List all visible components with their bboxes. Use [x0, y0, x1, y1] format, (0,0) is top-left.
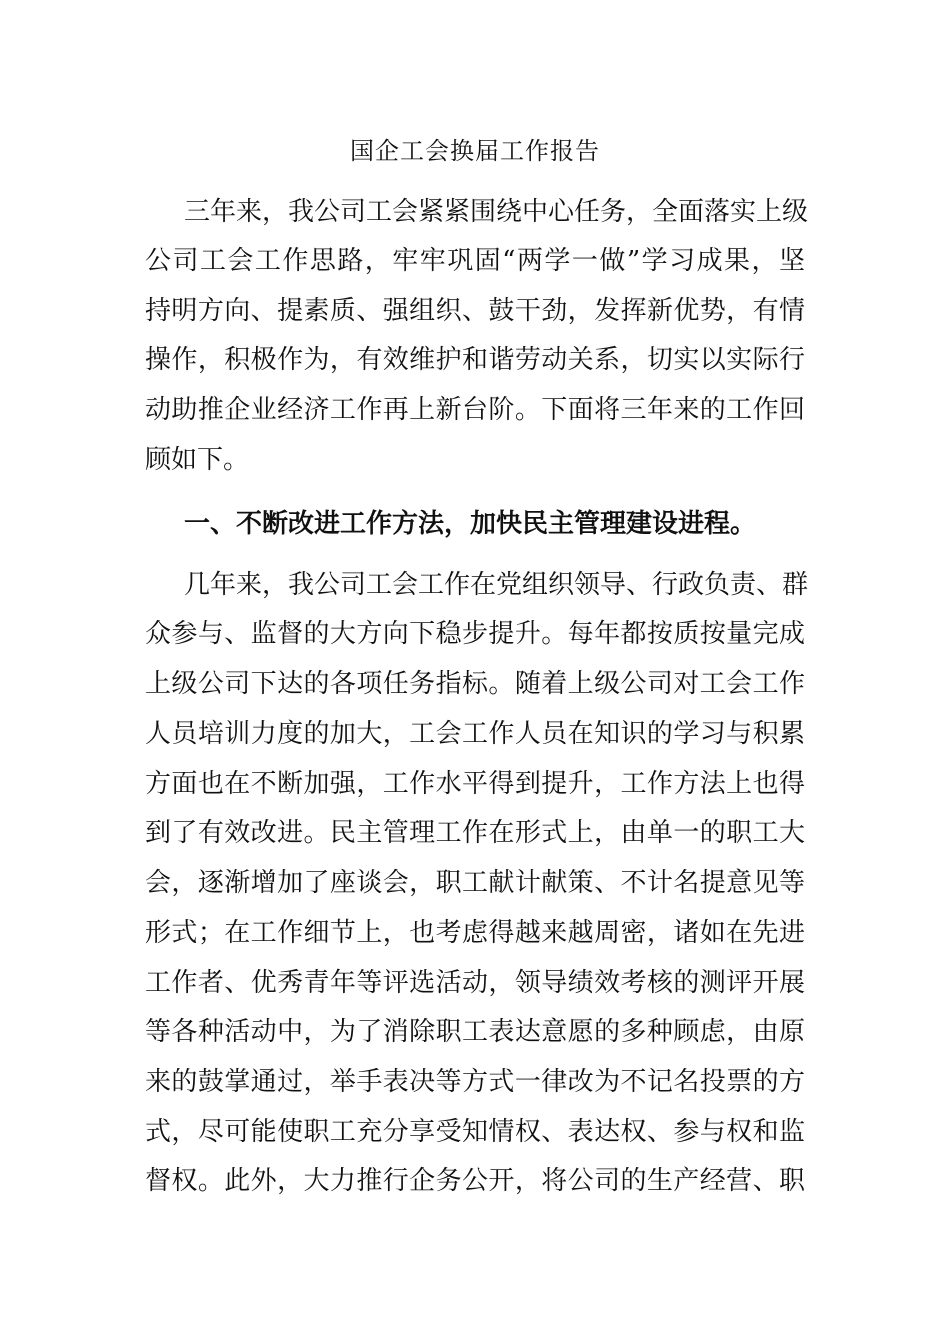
- paragraph-line: 上级公司下达的各项任务指标。随着上级公司对工会工作: [145, 669, 805, 699]
- paragraph-line: 形式；在工作细节上，也考虑得越来越周密，诸如在先进: [145, 918, 805, 948]
- paragraph-line: 等各种活动中，为了消除职工表达意愿的多种顾虑，由原: [145, 1017, 805, 1047]
- paragraph-line: 操作，积极作为，有效维护和谐劳动关系，切实以实际行: [145, 345, 805, 375]
- paragraph-line: 几年来，我公司工会工作在党组织领导、行政负责、群: [184, 570, 809, 600]
- section-heading: 一、不断改进工作方法，加快民主管理建设进程。: [184, 509, 757, 539]
- paragraph-line: 到了有效改进。民主管理工作在形式上，由单一的职工大: [145, 818, 805, 848]
- paragraph-line: 工作者、优秀青年等评选活动，领导绩效考核的测评开展: [145, 968, 805, 998]
- paragraph-line: 人员培训力度的加大，工会工作人员在知识的学习与积累: [145, 719, 805, 749]
- paragraph-line: 来的鼓掌通过，举手表决等方式一律改为不记名投票的方: [145, 1067, 805, 1097]
- paragraph-line: 督权。此外，大力推行企务公开，将公司的生产经营、职: [145, 1166, 805, 1196]
- paragraph-line: 式，尽可能使职工充分享受知情权、表达权、参与权和监: [145, 1117, 805, 1147]
- paragraph-line: 顾如下。: [145, 445, 250, 475]
- paragraph-line: 三年来，我公司工会紧紧围绕中心任务，全面落实上级: [184, 197, 809, 227]
- paragraph-line: 持明方向、提素质、强组织、鼓干劲，发挥新优势，有情: [145, 296, 805, 326]
- paragraph-line: 动助推企业经济工作再上新台阶。下面将三年来的工作回: [145, 395, 805, 425]
- paragraph-line: 方面也在不断加强，工作水平得到提升，工作方法上也得: [145, 769, 805, 799]
- paragraph-line: 众参与、监督的大方向下稳步提升。每年都按质按量完成: [145, 619, 805, 649]
- document-title: 国企工会换届工作报告: [350, 137, 600, 165]
- paragraph-line: 会，逐渐增加了座谈会，职工献计献策、不计名提意见等: [145, 868, 805, 898]
- paragraph-line: 公司工会工作思路，牢牢巩固“两学一做”学习成果，坚: [145, 246, 805, 276]
